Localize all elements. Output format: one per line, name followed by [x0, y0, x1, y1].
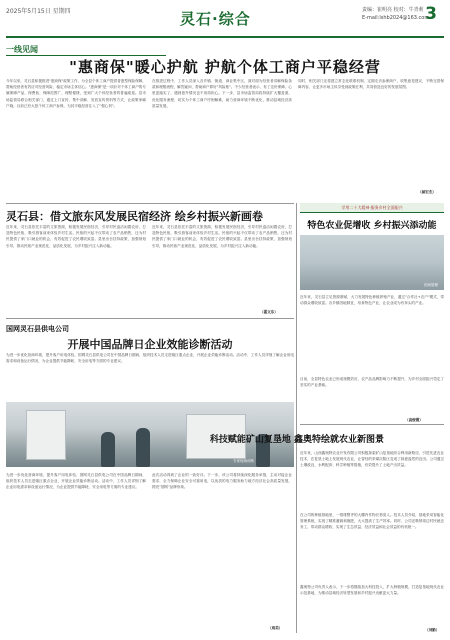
person-figure-2 [136, 428, 150, 467]
bottom-body-left: 近年来，山西鑫奥特农业开发有限公司积极探索矿山复垦地综合利用新路径，引进先进农业技术，在复垦土地上发展现代农业，让曾经的采煤沉陷区变成了绿意盎然的良田。公司通过土壤改良、水利配套、科学种植等措施，有效提升了土地产出效益。 [300, 451, 444, 468]
right-photo-caption: 田间管理 [424, 283, 438, 287]
second-byline: （霍文东） [260, 310, 278, 314]
person-figure [101, 432, 115, 467]
right-top-body: 近年来，灵石县立足资源禀赋，大力发展特色种植养殖产业，通过"合作社+农户"模式，带动群众增收致富。各乡镇因地制宜，培育特色产业，让农业成为有奔头的产业。 [300, 295, 444, 306]
third-intro: 为进一步优化营商环境，提升客户用电体验，国网灵石县供电公司在中国品牌日期间，组织技术人员走进辖区重点企业，开展企业效能诊断活动。活动中，工作人员详细了解企业用电需求和设备运行情况，为企业提供节能降耗、安全用电等方面的专业建议。 [6, 353, 294, 364]
right-top-byline: （高俊霞） [405, 418, 423, 422]
section-divider [6, 203, 294, 204]
lead-headline: "惠商保"暖心护航 护航个体工商户平稳经营 [69, 58, 381, 76]
bottom-body-mid: 在公司的种植基地里，一排排整齐的大棚内作物长势喜人。技术人员介绍，基地采用智能化管理系统，实现了精准灌溉和施肥，大大提高了生产效率。同时，公司还吸纳周边村民就近务工，带动群众增收，实现了生态效益、经济效益和社会效益的有机统一。 [300, 513, 444, 530]
third-byline: （周美） [268, 626, 283, 630]
issue-date: 2025年5月15日 星期四 [6, 8, 71, 15]
bottom-byline: （刘勤） [425, 628, 440, 632]
column-tag: 一线见闻 [6, 45, 38, 54]
lead-body-right: 同时，相关部门还将建立常态化联系机制，定期走访参保商户，收集意见建议，不断完善保障内容，让更多市场主体享受到政策红利，共同营造良好的发展氛围。 [298, 79, 444, 90]
lead-body-left: 今年以来，灵石县积极推进"惠商保"政策工作，为全县个体工商户提供普惠型保险保障，帮助经营者有效应对经营风险，稳定市场主体信心。"惠商保"是一项针对个体工商户的专属保障产品，保费低、保障范围广、理赔便捷，受到广大个体经营者的普遍欢迎。县市场监管局联合相关部门，通过上门宣传、集中讲解、发放宣传资料等方式，让政策家喻户晓。目前已有大批个体工商户参保，为其平稳经营注入了"强心剂"。 [6, 79, 146, 108]
right-top-photo [300, 235, 444, 290]
third-headline-company: 国网灵石县供电公司 [6, 324, 69, 333]
column-divider [296, 203, 297, 633]
bottom-headline: 科技赋能矿山复垦地 鑫奥特绘就农业新图景 [209, 435, 385, 445]
page-number: 3 [425, 4, 437, 24]
second-body-left: 近年来，灵石县依托丰富的文旅资源，积极发展民宿经济，引导村民盘活闲置农房，打造特色民宿，吸引游客前来体验乡村生活。民宿的兴起不仅带动了农产品销售，还为村民提供了家门口就业的机会，有效促进了农民增收致富。县里出台扶持政策，加强规划引导，推动民宿产业规范化、品质化发展，为乡村振兴注入新动能。 [6, 225, 146, 248]
third-body-left: 为进一步优化营商环境，提升客户用电体验，国网灵石县供电公司在中国品牌日期间，组织技术人员走进辖区重点企业，开展企业效能诊断活动。活动中，工作人员详细了解企业用电需求和设备运行情况，为企业提供节能降耗、安全用电等方面的专业建议。 [6, 473, 146, 490]
right-divider [300, 424, 444, 425]
section-title: 灵石·综合 [180, 10, 251, 28]
third-body-right: 此次活动得到了企业的一致好评。下一步，该公司将持续深化服务举措，主动对接企业需求，全力保障企业安全可靠用电，以优质的电力服务助力地方经济社会高质量发展，擦亮"国网"品牌形象。 [152, 473, 292, 490]
right-top-headline: 特色农业促增收 乡村振兴添动能 [307, 221, 437, 231]
bottom-body-right: 鑫奥特公司负责人表示，下一步将继续加大科技投入，扩大种植规模，打造复垦地现代农业示范基地，为推动县域经济转型发展和乡村振兴贡献更大力量。 [300, 585, 444, 596]
photo-caption: 专家现场诊断 [233, 459, 254, 463]
section-divider-2 [6, 318, 294, 319]
right-top-body-2: 目前，全县特色农业已形成规模效应，农产品品牌影响力不断提升，为乡村全面振兴奠定了坚实的产业基础。 [300, 377, 444, 388]
lead-body-mid: 在推进过程中，工作人员深入各乡镇、街道、商业集中区，面对面为经营者讲解保险条款和理赔流程，解答疑问，帮助商户算好"风险账"。不少经营者表示，有了这份保障，心里更踏实了，遇到意外情况也不用再担心。下一步，县市场监管局将持续扩大覆盖面，优化服务流程，切实为个体工商户纾困解难，助力营商环境不断优化，推动县域经济高质量发展。 [152, 79, 292, 108]
right-column-banner: 学用二十大精神·服务乡村全面振兴 [300, 203, 444, 213]
equipment-panel [26, 410, 66, 460]
email: E-mail:lshb2024@163.com [362, 15, 430, 21]
second-headline: 灵石县：借文旅东风发展民宿经济 绘乡村振兴新画卷 [6, 210, 263, 223]
header-rule [6, 36, 444, 38]
second-body-right: 近年来，灵石县依托丰富的文旅资源，积极发展民宿经济，引导村民盘活闲置农房，打造特色民宿，吸引游客前来体验乡村生活。民宿的兴起不仅带动了农产品销售，还为村民提供了家门口就业的机会，有效促进了农民增收致富。县里出台扶持政策，加强规划引导，推动民宿产业规范化、品质化发展，为乡村振兴注入新动能。 [152, 225, 292, 248]
third-headline: 开展中国品牌日企业效能诊断活动 [67, 338, 233, 351]
newspaper-header [0, 0, 450, 40]
lead-byline: （郝宏杰） [418, 190, 436, 194]
editors: 责编：崔明亮 校对：牛青莉 [362, 7, 424, 13]
